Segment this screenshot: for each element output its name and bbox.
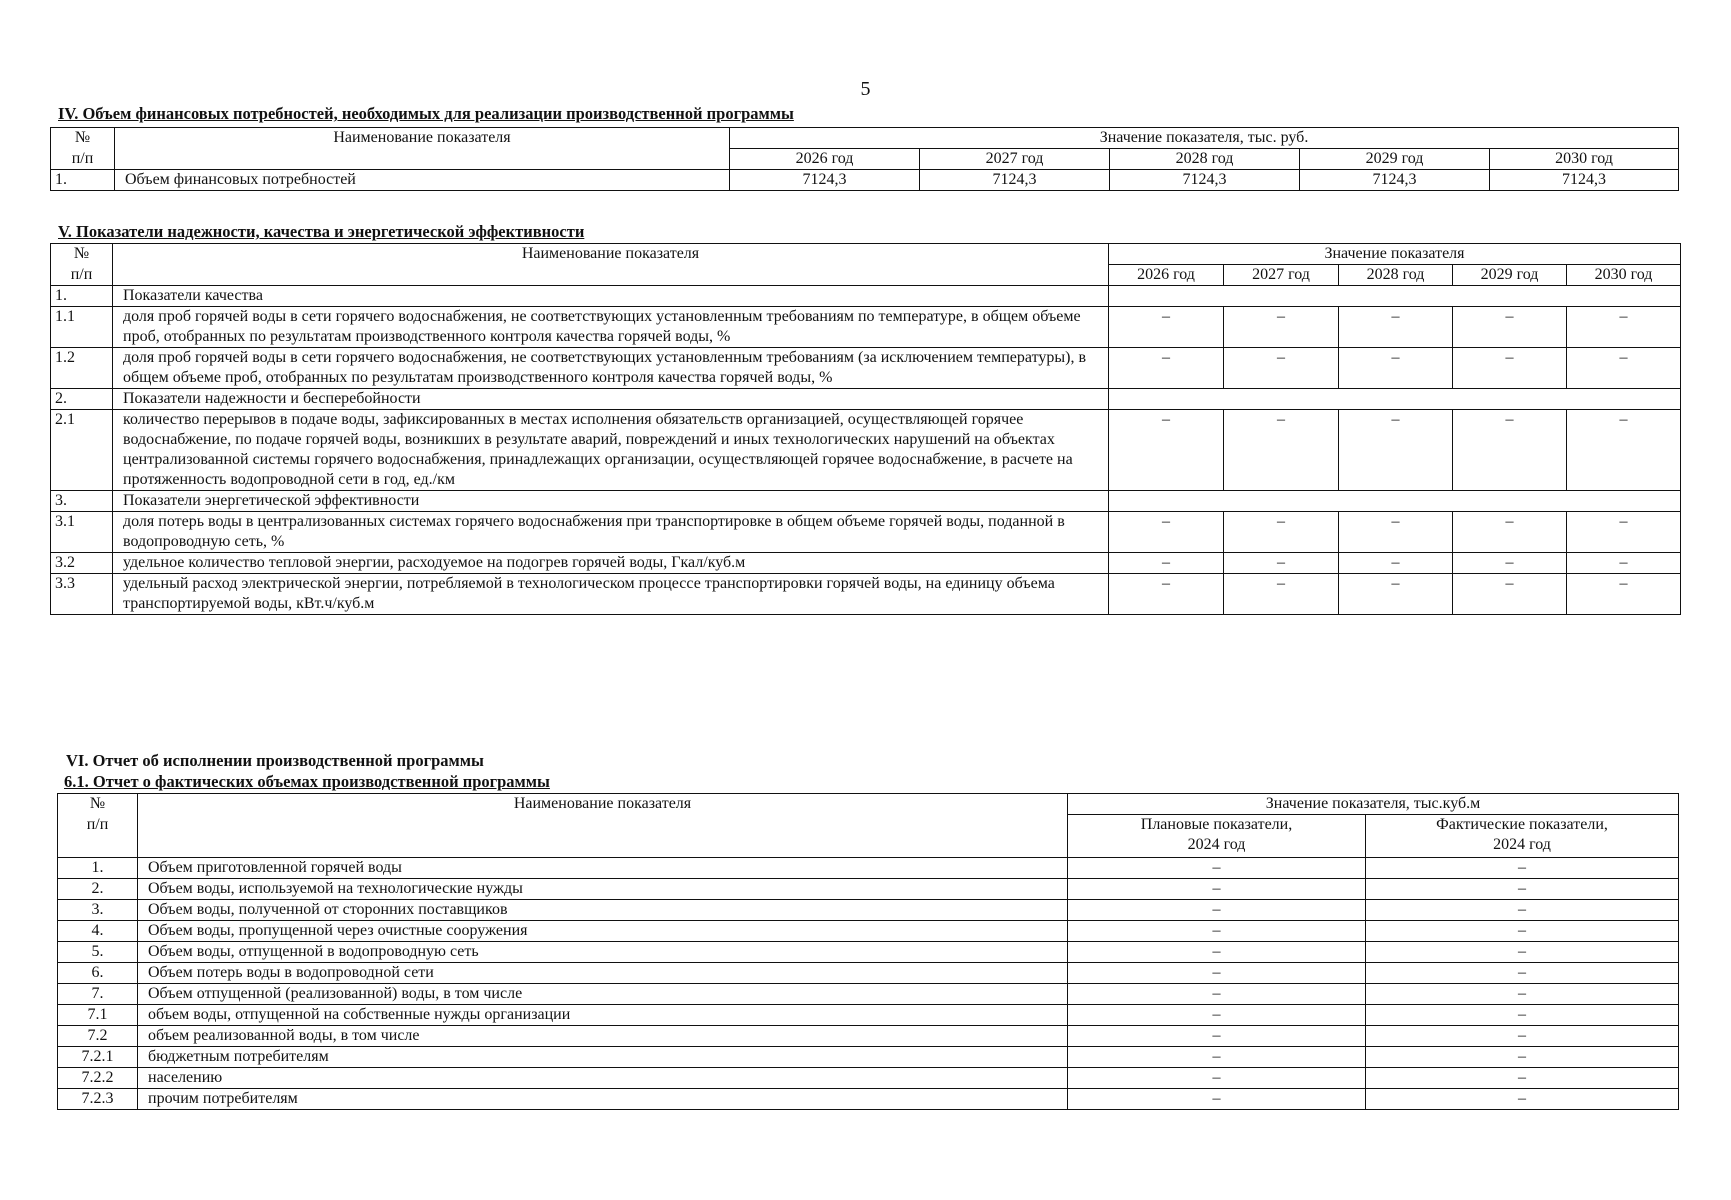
row-number: 6. [58, 962, 138, 983]
row-name: удельный расход электрической энергии, потребляемой в технологическом процессе транспортировки горячей воды, на единицу объема транспортируемой воды, кВт.ч/куб.м [113, 574, 1109, 615]
row-name: доля проб горячей воды в сети горячего водоснабжения, не соответствующих установленным требованиям по температуре, в общем объеме проб, отобранных по результатам производственного контроля качества горячей воды, % [113, 307, 1109, 348]
row-value: – [1068, 962, 1366, 983]
table-row [58, 1004, 1679, 1025]
row-name: Объем воды, отпущенной в водопроводную сеть [138, 941, 1068, 962]
row-value: – [1224, 574, 1339, 615]
table-row [58, 878, 1679, 899]
group-row [51, 491, 1681, 512]
fact-header-year: 2024 год [1493, 836, 1551, 853]
financial-needs-table [50, 127, 1679, 191]
row-value: – [1068, 1046, 1366, 1067]
row-value: – [1068, 920, 1366, 941]
table-row [58, 1067, 1679, 1088]
table-header-row [51, 265, 1681, 286]
row-value: 7124,3 [730, 170, 920, 191]
row-value: – [1339, 574, 1453, 615]
row-number: 7.1 [58, 1004, 138, 1025]
row-value: – [1068, 941, 1366, 962]
name-header [115, 149, 730, 170]
year-header: 2026 год [1109, 265, 1224, 286]
row-value: 7124,3 [1110, 170, 1300, 191]
row-value: – [1366, 1067, 1679, 1088]
row-number: 3.3 [51, 574, 113, 615]
row-value: – [1224, 410, 1339, 491]
row-number: 7.2.2 [58, 1067, 138, 1088]
plan-header [1068, 815, 1366, 858]
year-header: 2029 год [1300, 149, 1490, 170]
row-value: – [1109, 307, 1224, 348]
table-row [51, 307, 1681, 348]
row-name: населению [138, 1067, 1068, 1088]
row-number: 3.1 [51, 512, 113, 553]
reliability-indicators-table [50, 243, 1681, 615]
row-value: – [1339, 307, 1453, 348]
row-name: удельное количество тепловой энергии, расходуемое на подогрев горячей воды, Гкал/куб.м [113, 553, 1109, 574]
number-header: п/п [58, 815, 138, 858]
year-header: 2028 год [1339, 265, 1453, 286]
number-header: п/п [51, 265, 113, 286]
row-name: Показатели качества [113, 286, 1109, 307]
row-value: – [1366, 878, 1679, 899]
row-value: – [1068, 878, 1366, 899]
number-header: № [58, 794, 138, 815]
row-name: Объем потерь воды в водопроводной сети [138, 962, 1068, 983]
table-header-row [58, 794, 1679, 815]
group-value-cell [1109, 389, 1681, 410]
row-value: – [1224, 553, 1339, 574]
table-header-row [51, 244, 1681, 265]
number-header: № [51, 128, 115, 149]
row-value: 7124,3 [1490, 170, 1679, 191]
row-value: – [1567, 410, 1681, 491]
row-name: Объем воды, пропущенной через очистные сооружения [138, 920, 1068, 941]
fact-header-line: Фактические показатели, [1436, 816, 1608, 833]
row-name: Объем финансовых потребностей [115, 170, 730, 191]
row-value: – [1109, 512, 1224, 553]
row-name: Объем воды, полученной от сторонних поставщиков [138, 899, 1068, 920]
row-number: 1. [58, 857, 138, 878]
row-number: 4. [58, 920, 138, 941]
section-4-title: IV. Объем финансовых потребностей, необходимых для реализации производственной программы [58, 104, 794, 123]
table-row [58, 920, 1679, 941]
table-row [58, 1088, 1679, 1109]
row-value: – [1453, 348, 1567, 389]
row-name: Объем воды, используемой на технологические нужды [138, 878, 1068, 899]
row-value: – [1366, 1046, 1679, 1067]
row-value: 7124,3 [1300, 170, 1490, 191]
row-number: 3. [58, 899, 138, 920]
row-value: – [1068, 899, 1366, 920]
row-value: – [1453, 574, 1567, 615]
page-number: 5 [860, 78, 871, 100]
row-number: 1.2 [51, 348, 113, 389]
row-name: бюджетным потребителям [138, 1046, 1068, 1067]
row-value: – [1339, 553, 1453, 574]
group-value-cell [1109, 286, 1681, 307]
table-row [51, 348, 1681, 389]
row-number: 3.2 [51, 553, 113, 574]
row-value: – [1366, 962, 1679, 983]
row-name: доля проб горячей воды в сети горячего водоснабжения, не соответствующих установленным требованиям (за исключением температуры), в общем объеме проб, отобранных по результатам производственного контроля качества горячей воды, % [113, 348, 1109, 389]
value-header: Значение показателя [1109, 244, 1681, 265]
section-6-1-title: 6.1. Отчет о фактических объемах производственной программы [64, 772, 550, 791]
table-header-row [51, 128, 1679, 149]
name-header [138, 815, 1068, 858]
year-header: 2027 год [1224, 265, 1339, 286]
row-value: – [1366, 857, 1679, 878]
row-value: – [1068, 1067, 1366, 1088]
row-value: – [1366, 899, 1679, 920]
section-5-title: V. Показатели надежности, качества и энергетической эффективности [58, 222, 585, 241]
group-row [51, 286, 1681, 307]
group-value-cell [1109, 491, 1681, 512]
table-row [58, 857, 1679, 878]
row-value: – [1567, 574, 1681, 615]
row-value: – [1366, 983, 1679, 1004]
value-header: Значение показателя, тыс. руб. [730, 128, 1679, 149]
row-value: – [1068, 1004, 1366, 1025]
row-name: Объем приготовленной горячей воды [138, 857, 1068, 878]
row-number: 3. [51, 491, 113, 512]
year-header: 2030 год [1490, 149, 1679, 170]
table-row [51, 553, 1681, 574]
row-value: – [1068, 857, 1366, 878]
row-value: – [1224, 307, 1339, 348]
row-number: 2.1 [51, 410, 113, 491]
row-number: 2. [58, 878, 138, 899]
row-number: 7.2.3 [58, 1088, 138, 1109]
row-name: количество перерывов в подаче воды, зафиксированных в местах исполнения обязательств организацией, осуществляющей горячее водоснабжение, по подаче горячей воды, возникших в результате аварий, повреждений и иных технологических нарушений на объектах централизованной системы горячего водоснабжения, принадлежащих организации, осуществляющей горячее водоснабжение, в расчете на протяженность водопроводной сети в год, ед./км [113, 410, 1109, 491]
row-number: 5. [58, 941, 138, 962]
row-value: – [1109, 574, 1224, 615]
row-value: – [1068, 1088, 1366, 1109]
year-header: 2028 год [1110, 149, 1300, 170]
row-number: 2. [51, 389, 113, 410]
row-value: – [1567, 512, 1681, 553]
year-header: 2026 год [730, 149, 920, 170]
row-value: – [1453, 553, 1567, 574]
table-row [58, 941, 1679, 962]
year-header: 2029 год [1453, 265, 1567, 286]
row-value: – [1453, 512, 1567, 553]
year-header: 2030 год [1567, 265, 1681, 286]
row-number: 1.1 [51, 307, 113, 348]
row-value: – [1224, 348, 1339, 389]
value-header: Значение показателя, тыс.куб.м [1068, 794, 1679, 815]
row-value: – [1366, 1025, 1679, 1046]
table-row [58, 899, 1679, 920]
row-value: – [1068, 1025, 1366, 1046]
table-row [58, 1046, 1679, 1067]
row-value: – [1453, 307, 1567, 348]
fact-header [1366, 815, 1679, 858]
name-header [113, 265, 1109, 286]
table-row [51, 410, 1681, 491]
plan-header-line: Плановые показатели, [1140, 816, 1293, 833]
name-header: Наименование показателя [113, 244, 1109, 265]
table-row [51, 574, 1681, 615]
number-header: № [51, 244, 113, 265]
row-number: 7. [58, 983, 138, 1004]
row-name: прочим потребителям [138, 1088, 1068, 1109]
year-header: 2027 год [920, 149, 1110, 170]
table-header-row [51, 149, 1679, 170]
row-value: – [1453, 410, 1567, 491]
row-value: – [1339, 348, 1453, 389]
row-value: – [1109, 348, 1224, 389]
name-header: Наименование показателя [115, 128, 730, 149]
row-value: – [1339, 410, 1453, 491]
row-value: – [1109, 553, 1224, 574]
row-value: – [1366, 920, 1679, 941]
row-name: доля потерь воды в централизованных системах горячего водоснабжения при транспортировке в общем объеме горячей воды, поданной в водопроводную сеть, % [113, 512, 1109, 553]
number-header: п/п [51, 149, 115, 170]
row-value: 7124,3 [920, 170, 1110, 191]
row-number: 1. [51, 286, 113, 307]
row-name: Показатели надежности и бесперебойности [113, 389, 1109, 410]
row-value: – [1567, 553, 1681, 574]
name-header: Наименование показателя [138, 794, 1068, 815]
table-row [58, 1025, 1679, 1046]
row-value: – [1366, 1088, 1679, 1109]
row-value: – [1567, 348, 1681, 389]
table-header-row [58, 815, 1679, 858]
row-value: – [1366, 1004, 1679, 1025]
row-number: 1. [51, 170, 115, 191]
row-name: Показатели энергетической эффективности [113, 491, 1109, 512]
row-value: – [1109, 410, 1224, 491]
row-value: – [1567, 307, 1681, 348]
row-name: объем реализованной воды, в том числе [138, 1025, 1068, 1046]
actual-volumes-table [57, 793, 1679, 1110]
plan-header-year: 2024 год [1187, 836, 1246, 853]
row-value: – [1224, 512, 1339, 553]
table-row [58, 983, 1679, 1004]
table-row [51, 170, 1679, 191]
group-row [51, 389, 1681, 410]
table-row [51, 512, 1681, 553]
row-number: 7.2.1 [58, 1046, 138, 1067]
table-row [58, 962, 1679, 983]
section-6-title: VI. Отчет об исполнении производственной программы [66, 751, 484, 770]
row-number: 7.2 [58, 1025, 138, 1046]
row-name: Объем отпущенной (реализованной) воды, в том числе [138, 983, 1068, 1004]
row-name: объем воды, отпущенной на собственные нужды организации [138, 1004, 1068, 1025]
row-value: – [1339, 512, 1453, 553]
row-value: – [1068, 983, 1366, 1004]
row-value: – [1366, 941, 1679, 962]
